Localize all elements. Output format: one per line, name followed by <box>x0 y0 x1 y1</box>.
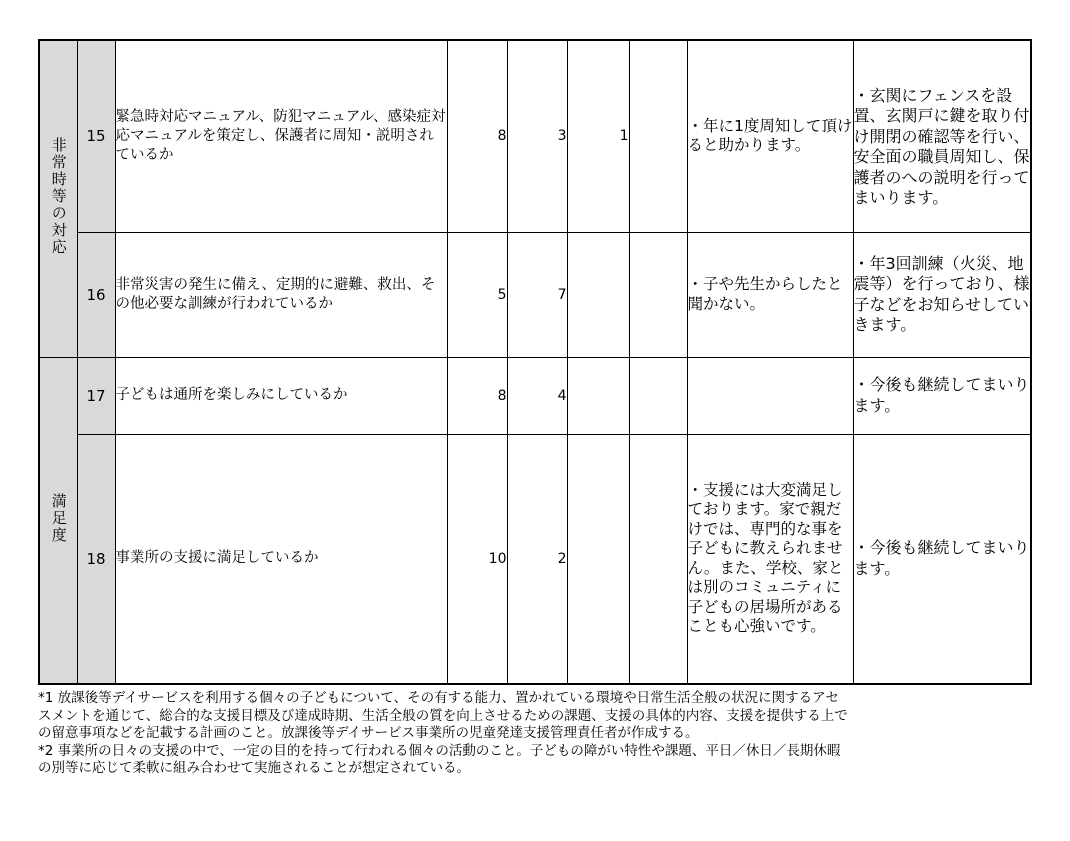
row-number: 15 <box>77 40 115 232</box>
facility-reply: ・年3回訓練（火災、地震等）を行っており、様子などをお知らせしていきます。 <box>853 232 1031 357</box>
table-row <box>39 434 1031 684</box>
value-cell <box>567 357 629 434</box>
guardian-comment: ・年に1度周知して頂けると助かります。 <box>687 40 853 232</box>
value-cell <box>629 40 687 232</box>
category-label: 非常時等の対応 <box>49 137 68 257</box>
facility-reply: ・玄関にフェンスを設置、玄関戸に鍵を取り付け開閉の確認等を行い、安全面の職員周知し、保護者のへの説明を行ってまいります。 <box>853 40 1031 232</box>
table-row <box>39 232 1031 357</box>
table-row <box>39 40 1031 232</box>
guardian-comment: ・支援には大変満足しております。家で親だけでは、専門的な事を子どもに教えられません。また、学校、家とは別のコミュニティに子どもの居場所があることも心強いです。 <box>687 434 853 684</box>
value-cell: 4 <box>507 357 567 434</box>
facility-reply: ・今後も継続してまいります。 <box>853 357 1031 434</box>
value-cell <box>567 434 629 684</box>
guardian-comment <box>687 357 853 434</box>
value-cell: 8 <box>447 357 507 434</box>
value-cell: 10 <box>447 434 507 684</box>
row-number: 18 <box>77 434 115 684</box>
footnote-1: *1 放課後等デイサービスを利用する個々の子どもについて、その有する能力、置かれている環境や日常生活全般の状況に関するアセスメントを通じて、総合的な支援目標及び達成時期、生活全般の質を向上させるための課題、支援の具体的内容、支援を提供する上での留意事項などを記載する計画のこと。放課後等デイサービス事業所の児童発達支援管理責任者が作成する。 <box>38 690 848 741</box>
table-row <box>39 357 1031 434</box>
guardian-comment: ・子や先生からしたと聞かない。 <box>687 232 853 357</box>
value-cell: 7 <box>507 232 567 357</box>
facility-reply: ・今後も継続してまいります。 <box>853 434 1031 684</box>
value-cell <box>629 434 687 684</box>
value-cell <box>629 232 687 357</box>
question-text: 緊急時対応マニュアル、防犯マニュアル、感染症対応マニュアルを策定し、保護者に周知・説明されているか <box>115 40 447 232</box>
value-cell: 2 <box>507 434 567 684</box>
category-satisfaction <box>39 357 77 684</box>
question-text: 事業所の支援に満足しているか <box>115 434 447 684</box>
value-cell <box>567 232 629 357</box>
value-cell: 5 <box>447 232 507 357</box>
row-number: 16 <box>77 232 115 357</box>
footnotes <box>38 690 848 778</box>
footnote-2: *2 事業所の日々の支援の中で、一定の目的を持って行われる個々の活動のこと。子どもの障がい特性や課題、平日／休日／長期休暇の別等に応じて柔軟に組み合わせて実施されることが想定されている。 <box>38 742 841 776</box>
value-cell: 3 <box>507 40 567 232</box>
value-cell: 8 <box>447 40 507 232</box>
category-emergency <box>39 40 77 357</box>
category-label: 満足度 <box>49 492 68 544</box>
question-text: 非常災害の発生に備え、定期的に避難、救出、その他必要な訓練が行われているか <box>115 232 447 357</box>
row-number: 17 <box>77 357 115 434</box>
question-text: 子どもは通所を楽しみにしているか <box>115 357 447 434</box>
survey-table <box>38 39 1032 685</box>
value-cell <box>629 357 687 434</box>
value-cell: 1 <box>567 40 629 232</box>
